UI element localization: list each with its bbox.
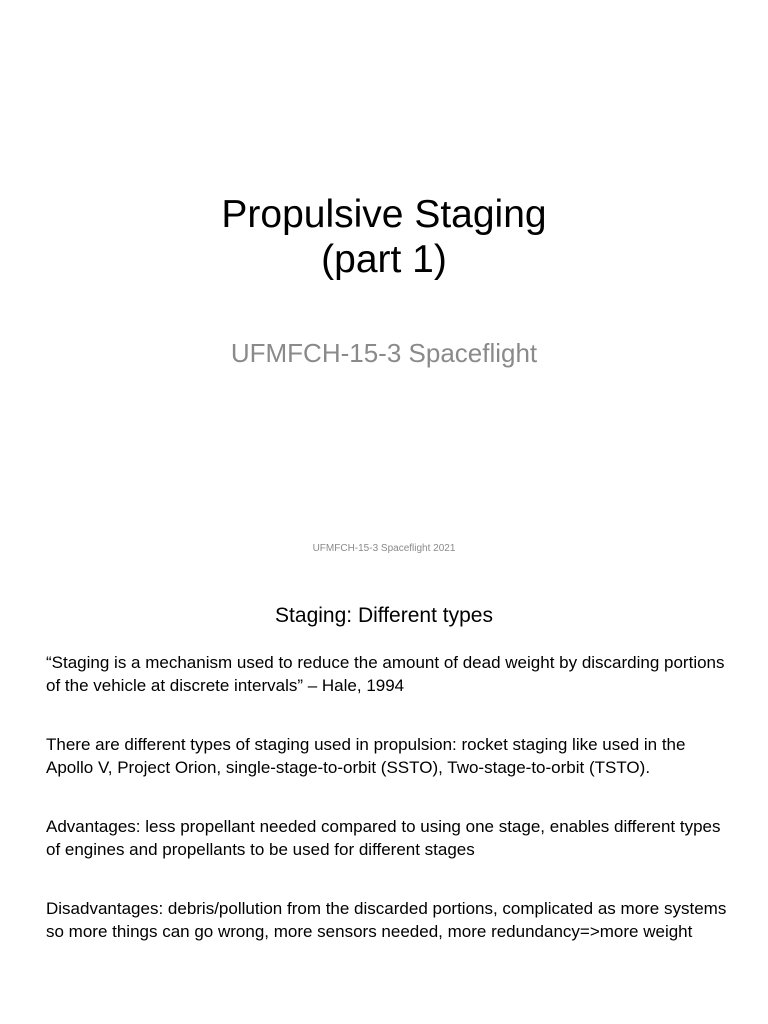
slide-title xyxy=(0,192,768,282)
content-slide-title: Staging: Different types xyxy=(275,604,493,627)
slide-footer: UFMFCH-15-3 Spaceflight 2021 xyxy=(312,543,456,554)
paragraph-definition: “Staging is a mechanism used to reduce the amount of dead weight by discarding portions of the vehicle at discrete intervals” – Hale, 1994 xyxy=(46,653,725,695)
paragraph-types: There are different types of staging used in propulsion: rocket staging like used in the Apollo V, Project Orion, single-stage-to-orbit (SSTO), Two-stage-to-orbit (TSTO). xyxy=(46,735,686,777)
content-body xyxy=(46,651,736,979)
paragraph-advantages: Advantages: less propellant needed compared to using one stage, enables different types of engines and propellants to be used for different stages xyxy=(46,817,721,859)
slide-title-line-1: Propulsive Staging xyxy=(221,193,547,236)
slide-subtitle: UFMFCH-15-3 Spaceflight xyxy=(230,338,538,368)
content-slide xyxy=(0,576,768,1024)
paragraph-disadvantages: Disadvantages: debris/pollution from the discarded portions, complicated as more systems so more things can go wrong, more sensors needed, more redundancy=>more weight xyxy=(46,899,727,941)
slide-title-line-2: (part 1) xyxy=(321,238,447,281)
